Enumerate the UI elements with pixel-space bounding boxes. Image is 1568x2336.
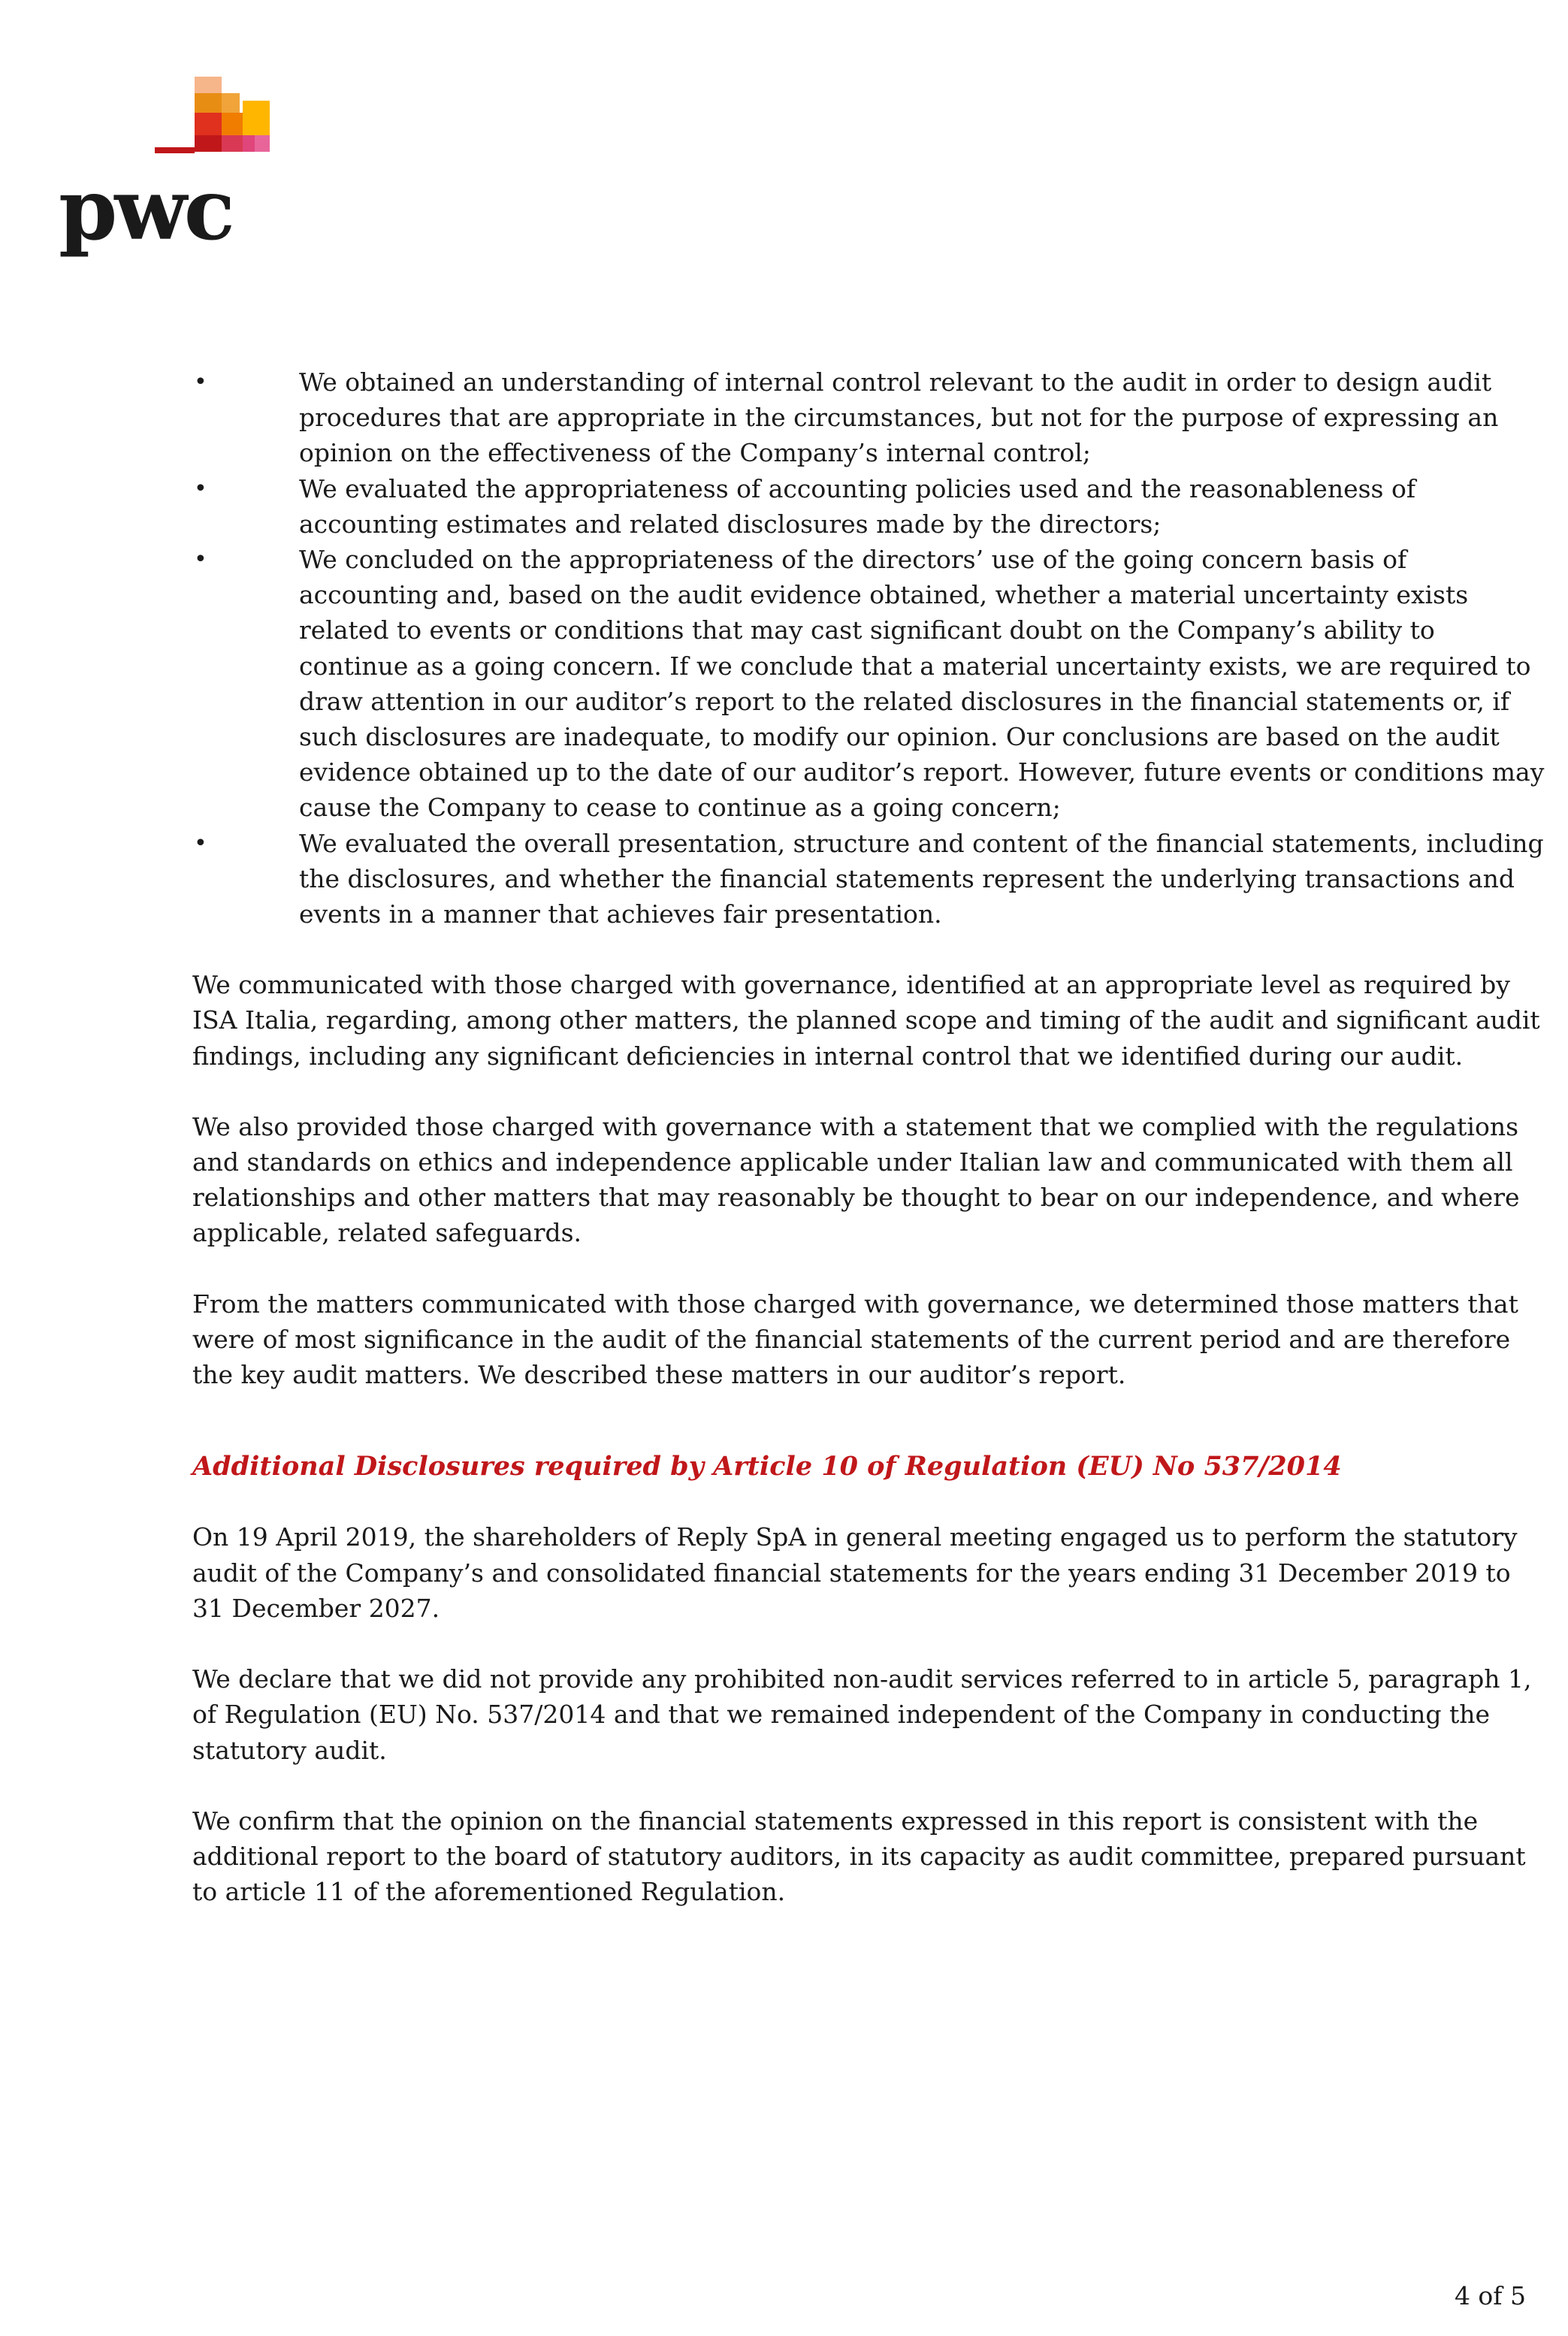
consistency-confirmation-paragraph: We confirm that the opinion on the financial statements expressed in this report is consistent with the additional report to the board of statutory auditors, in its capacity as audit committee, prepared pursuant to article 11 of the aforementioned Regulation.: [192, 1806, 1526, 1907]
list-item: [192, 471, 1545, 542]
non-audit-services-paragraph: We declare that we did not provide any prohibited non-audit services referred to in article 5, paragraph 1, of Regulation (EU) No. 537/2014 and that we remained independent of the Company in conducting the statutory audit.: [192, 1664, 1532, 1765]
list-item: [192, 826, 1545, 932]
section-heading: Additional Disclosures required by Article 10 of Regulation (EU) No 537/2014: [192, 1451, 1342, 1482]
engagement-paragraph: On 19 April 2019, the shareholders of Reply SpA in general meeting engaged us to perform the statutory audit of the Company’s and consolidated financial statements for the years ending 31 December 2019 to 31 December 2027.: [192, 1522, 1518, 1623]
governance-communication-paragraph: We communicated with those charged with governance, identified at an appropriate level as required by ISA Italia, regarding, among other matters, the planned scope and timing of the audit and significant audit findings, including any significant deficiencies in internal control that we identified during our audit.: [192, 970, 1540, 1071]
bullet-icon: •: [194, 369, 207, 395]
list-item: [192, 542, 1545, 826]
list-item-text: We obtained an understanding of internal control relevant to the audit in order to design audit procedures that are appropriate in the circumstances, but not for the purpose of expressing an opinion on the effectiveness of the Company’s internal control;: [299, 367, 1499, 468]
list-item: [192, 364, 1545, 471]
page-number: 4 of 5: [1454, 2281, 1526, 2310]
audit-procedures-list: [192, 364, 1545, 932]
bullet-icon: •: [194, 475, 207, 502]
pwc-wordmark: pwc: [59, 161, 232, 259]
bullet-icon: •: [194, 546, 207, 573]
list-item-text: We evaluated the appropriateness of accounting policies used and the reasonableness of accounting estimates and related disclosures made by the directors;: [299, 473, 1416, 539]
list-item-text: We evaluated the overall presentation, structure and content of the financial statements, including the disclosures, and whether the financial statements represent the underlying transactions and events in a manner that achieves fair presentation.: [299, 828, 1544, 929]
pwc-logo-icon: [57, 72, 282, 260]
key-audit-matters-paragraph: From the matters communicated with those charged with governance, we determined those matters that were of most significance in the audit of the financial statements of the current period and are therefore the key audit matters. We described these matters in our auditor’s report.: [192, 1289, 1518, 1390]
independence-statement-paragraph: We also provided those charged with governance with a statement that we complied with the regulations and standards on ethics and independence applicable under Italian law and communicated with them all relationships and other matters that may reasonably be thought to bear on our independence, and where applicable, related safeguards.: [192, 1111, 1520, 1248]
list-item-text: We concluded on the appropriateness of the directors’ use of the going concern basis of accounting and, based on the audit evidence obtained, whether a material uncertainty exists related to events or conditions that may cast significant doubt on the Company’s ability to continue as a going concern. If we conclude that a material uncertainty exists, we are required to draw attention in our auditor’s report to the related disclosures in the financial statements or, if such disclosures are inadequate, to modify our opinion. Our conclusions are based on the audit evidence obtained up to the date of our auditor’s report. However, future events or conditions may cause the Company to cease to continue as a going concern;: [299, 545, 1545, 823]
bullet-icon: •: [194, 830, 207, 857]
document-body: [192, 364, 1545, 1909]
pwc-logo: [57, 72, 282, 260]
